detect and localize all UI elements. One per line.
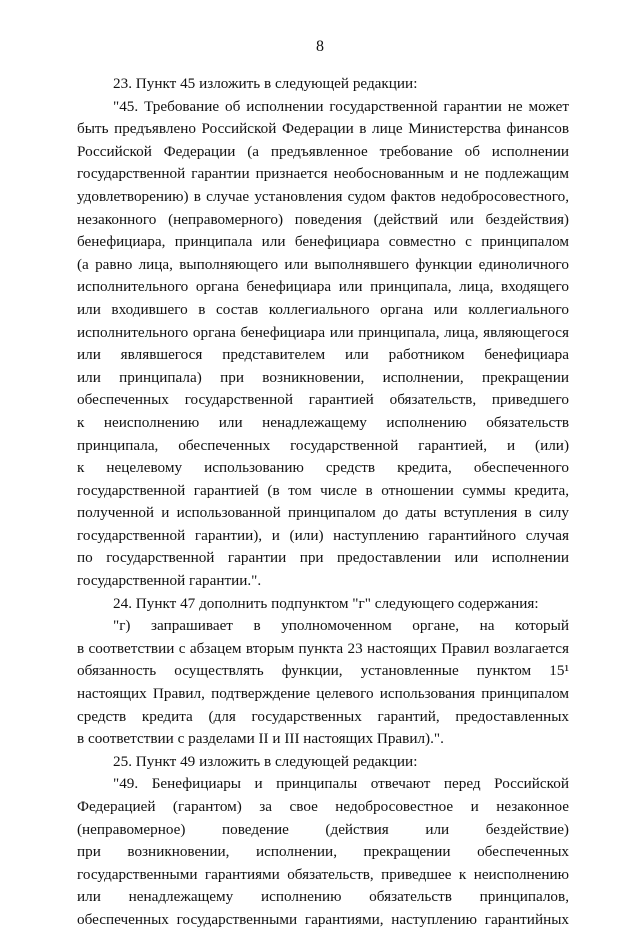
- text-line: или являвшегося представителем или работником бенефициара: [77, 346, 569, 364]
- text-line: Федерацией (гарантом) за свое недобросовестное и незаконное: [77, 798, 569, 815]
- text-line: в соответствии с разделами II и III настоящих Правил).".: [77, 730, 444, 748]
- text-line: быть предъявлено Российской Федерации в лице Министерства финансов: [77, 120, 569, 138]
- text-line: незаконного (неправомерного) поведения (действий или бездействия): [77, 210, 569, 228]
- text-line: в соответствии с абзацем вторым пункта 23 настоящих Правил возлагается: [77, 639, 569, 657]
- text-line: Российской Федерации (а предъявленное требование об исполнении: [77, 142, 569, 160]
- text-line: при возникновении, исполнении, прекращении обеспеченных: [77, 843, 569, 861]
- text-line: к неисполнению или ненадлежащему исполнению обязательств: [77, 413, 569, 431]
- text-line: 25. Пункт 49 изложить в следующей редакции:: [113, 752, 418, 770]
- text-line: или принципала) при возникновении, исполнении, прекращении: [77, 368, 569, 386]
- text-line: обеспеченных государственными гарантиями, наступлению гарантийных: [77, 910, 569, 928]
- text-line: (неправомерное) поведение (действия или бездействие): [77, 820, 569, 838]
- text-line: по государственной гарантии при предоставлении или исполнении: [77, 549, 569, 567]
- text-line: бенефициара, принципала или бенефициара совместно с принципалом: [77, 233, 569, 251]
- text-line: исполнительного органа бенефициара или принципала, лица, являющегося: [77, 323, 569, 341]
- text-line: обеспеченных государственной гарантией обязательств, приведшего: [77, 391, 569, 409]
- text-line: "49. Бенефициары и принципалы отвечают перед Российской: [113, 775, 569, 793]
- text-line: государственной гарантии признается необоснованным и не подлежащим: [77, 165, 569, 183]
- page-number: 8: [316, 38, 324, 55]
- text-line: настоящих Правил, подтверждение целевого использования принципалом: [77, 685, 569, 703]
- text-line: 23. Пункт 45 изложить в следующей редакции:: [113, 75, 418, 92]
- text-line: 24. Пункт 47 дополнить подпунктом "г" следующего содержания:: [113, 594, 539, 612]
- text-line: к нецелевому использованию средств кредита, обеспеченного: [77, 459, 569, 477]
- text-line: "г) запрашивает в уполномоченном органе, на который: [113, 617, 569, 635]
- text-line: государственной гарантии.".: [77, 572, 262, 590]
- text-line: исполнительного органа бенефициара или принципала, лица, входящего: [77, 278, 569, 296]
- text-line: государственными гарантиями обязательств, приведшее к неисполнению: [77, 865, 569, 883]
- document-body: [77, 73, 569, 932]
- text-line: или входившего в состав коллегиального органа или коллегиального: [77, 300, 569, 318]
- text-line: государственной гарантии), и (или) наступлению гарантийного случая: [77, 526, 569, 544]
- text-line: принципала, обеспеченных государственной гарантией, и (или): [77, 436, 569, 454]
- text-line: обязанность осуществлять функции, установленные пунктом 15¹: [77, 662, 569, 680]
- text-line: или ненадлежащему исполнению обязательств принципалов,: [77, 888, 569, 906]
- text-line: "45. Требование об исполнении государственной гарантии не может: [113, 97, 569, 115]
- text-line: государственной гарантией (в том числе в отношении суммы кредита,: [77, 481, 569, 499]
- text-line: (а равно лица, выполняющего или выполнявшего функции единоличного: [77, 255, 569, 273]
- text-line: средств кредита (для государственных гарантий, предоставленных: [77, 707, 569, 725]
- text-line: удовлетворению) в случае установления судом фактов недобросовестного,: [77, 187, 569, 205]
- text-line: полученной и использованной принципалом до даты вступления в силу: [77, 504, 569, 522]
